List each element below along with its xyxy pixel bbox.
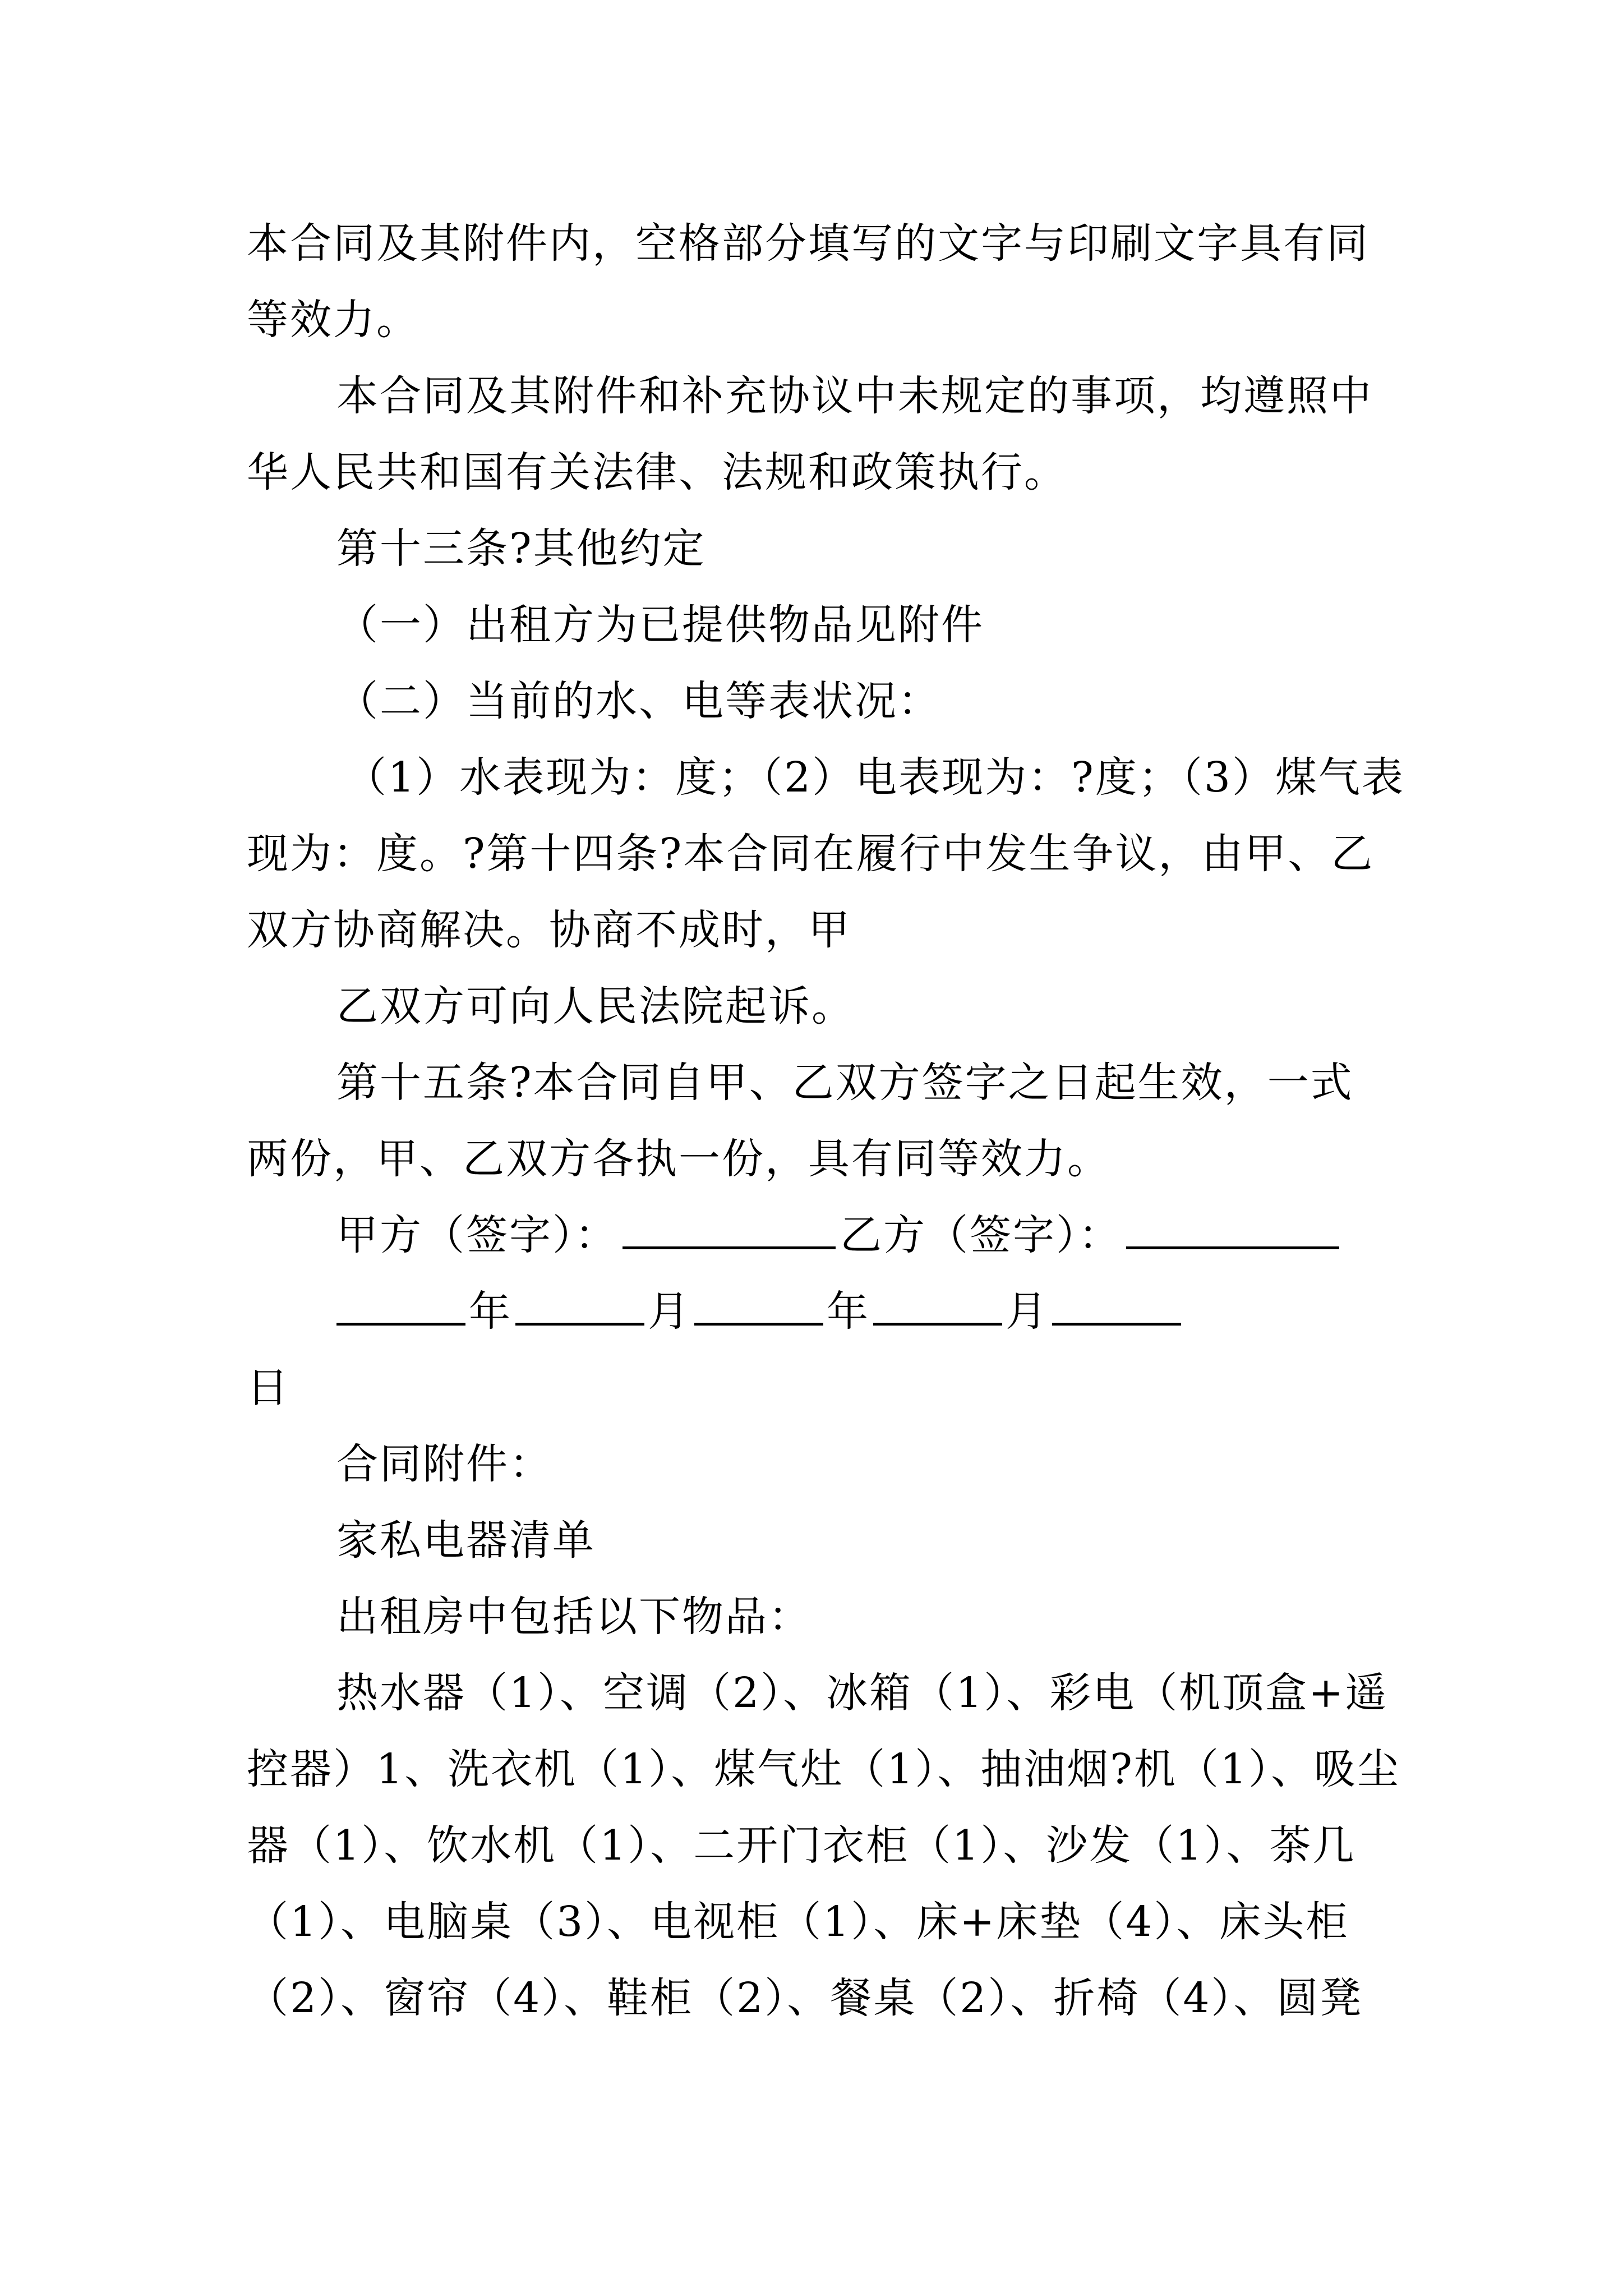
article-15: 第十五条?本合同自甲、乙双方签字之日起生效，一式 <box>336 1059 1354 1107</box>
attachment-intro: 出租房中包括以下物品： <box>336 1593 811 1641</box>
items-line-2: 控器）1、洗衣机（1）、煤气灶（1）、抽油烟?机（1）、吸尘 <box>247 1745 1400 1793</box>
year-blank-a[interactable] <box>336 1287 465 1326</box>
clause-2: （二）当前的水、电等表状况： <box>336 677 941 725</box>
party-b-signature-blank[interactable] <box>1126 1211 1339 1249</box>
body-line-1: 本合同及其附件内，空格部分填写的文字与印刷文字具有同 <box>247 219 1370 268</box>
party-b-label: 乙方（签字）： <box>840 1211 1122 1259</box>
body-line-3: 本合同及其附件和补充协议中未规定的事项，均遵照中 <box>336 372 1373 420</box>
items-line-5: （2）、窗帘（4）、鞋柜（2）、餐桌（2）、折椅（4）、圆凳 <box>247 1974 1363 2022</box>
attachment-title: 家私电器清单 <box>336 1516 596 1565</box>
day-blank-b[interactable] <box>1052 1287 1181 1326</box>
day-label: 日 <box>247 1364 290 1412</box>
attachment-heading: 合同附件： <box>336 1440 552 1488</box>
clause-1: （一）出租方为已提供物品见附件 <box>336 601 984 649</box>
body-line-13: 两份，甲、乙双方各执一份，具有同等效力。 <box>247 1135 1110 1183</box>
date-row <box>247 1273 1391 1350</box>
items-line-1: 热水器（1）、空调（2）、冰箱（1）、彩电（机顶盒+遥 <box>336 1669 1389 1717</box>
meter-readings: （1）水表现为：度；（2）电表现为：?度；（3）煤气表 <box>345 753 1405 802</box>
party-a-signature-blank[interactable] <box>623 1211 836 1249</box>
body-line-2: 等效力。 <box>247 296 419 344</box>
month-blank-b[interactable] <box>873 1287 1002 1326</box>
signature-row <box>247 1197 1391 1273</box>
items-line-4: （1）、电脑桌（3）、电视柜（1）、床+床垫（4）、床头柜 <box>247 1898 1349 1946</box>
document-page <box>247 205 1405 2036</box>
year-label-b: 年 <box>827 1287 870 1336</box>
month-label: 月 <box>648 1287 691 1336</box>
body-line-9: 现为：度。?第十四条?本合同在履行中发生争议，由甲、乙 <box>247 830 1375 878</box>
month-blank-a[interactable] <box>515 1287 644 1326</box>
year-label: 年 <box>469 1287 512 1336</box>
article-13-heading: 第十三条?其他约定 <box>336 524 706 573</box>
day-blank-a[interactable] <box>694 1287 823 1326</box>
body-line-4: 华人民共和国有关法律、法规和政策执行。 <box>247 448 1067 496</box>
month-label-b: 月 <box>1006 1287 1049 1336</box>
items-line-3: 器（1）、饮水机（1）、二开门衣柜（1）、沙发（1）、茶几 <box>247 1821 1356 1870</box>
body-line-11: 乙双方可向人民法院起诉。 <box>336 982 855 1030</box>
party-a-label: 甲方（签字）： <box>336 1211 618 1259</box>
body-line-10: 双方协商解决。协商不成时，甲 <box>247 906 851 954</box>
